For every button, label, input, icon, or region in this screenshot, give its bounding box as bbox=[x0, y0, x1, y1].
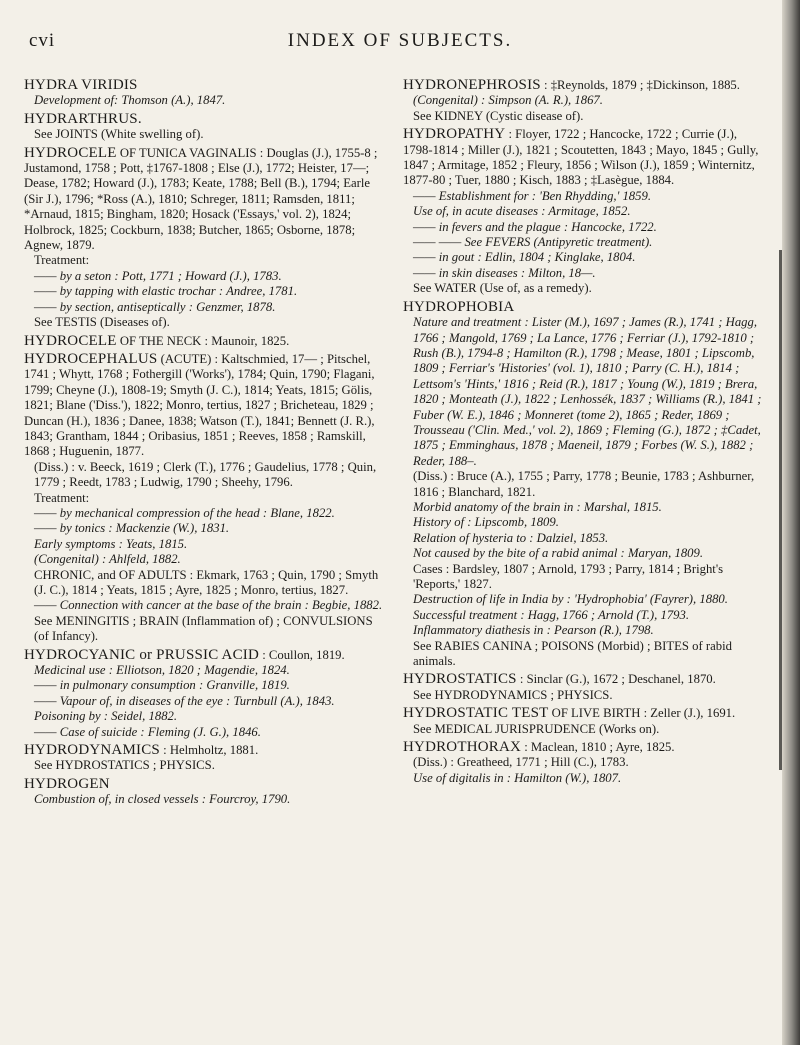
entry-subline: See MENINGITIS ; BRAIN (Inflammation of) ; CONVULSIONS (of Infancy). bbox=[34, 613, 373, 644]
entry-text: : Floyer, 1722 ; Hancocke, 1722 ; Currie (J.), 1798-1814 ; Miller (J.), 1821 ; Scoutetten, 1843 ; Mayo, 1845 ; Gully, 1847 ; Armitage, 1852 ; Fleury, 1856 ; Wilson (J.), 1859 ; Winternitz, 1877-80 ; Tuer, 1880 ; Kisch, 1883 ; ‡Lasègue, 1884. bbox=[403, 127, 759, 188]
entry-text: : Helmholtz, 1881. bbox=[163, 743, 259, 758]
entry-subline: History of : Lipscomb, 1809. bbox=[413, 515, 559, 530]
entry-subline: —— —— See FEVERS (Antipyretic treatment). bbox=[413, 235, 653, 250]
entry-subline: (Diss.) : v. Beeck, 1619 ; Clerk (T.), 1776 ; Gaudelius, 1778 ; Quin, 1779 ; Reedt, 1783 ; Ludwig, 1790 ; Sheehy, 1796. bbox=[34, 459, 377, 490]
page-number: cvi bbox=[29, 30, 56, 51]
entry-headword: HYDROCEPHALUS bbox=[24, 350, 158, 367]
entry-text: OF TUNICA VAGINALIS : Douglas (J.), 1755-8 ; Justamond, 1758 ; Pott, ‡1767-1808 ; Else (J.), 1772; Heister, 17—; Dease, 1782; Howard (J.), 1783; Keate, 1788; Bell (B.), 1794; Earle (Sir J.), 1796; *Ross (A.), 1810; Schreger, 1811; Ramsden, 1811; *Arnaud, 1815; Bingham, 1820; Hosack ('Essays,' vol. 2), 1824; Holbrock, 1825; Cockburn, 1838; Butcher, 1865; Osborne, 1878; Agnew, 1879. bbox=[24, 145, 378, 253]
index-entry bbox=[403, 740, 764, 786]
index-columns bbox=[24, 78, 764, 811]
entry-subline: See KIDNEY (Cystic disease of). bbox=[413, 108, 584, 123]
entry-text: : Coullon, 1819. bbox=[262, 647, 345, 662]
entry-subline: Medicinal use : Elliotson, 1820 ; Magendie, 1824. bbox=[34, 663, 290, 678]
index-entry bbox=[24, 648, 385, 740]
entry-subline: See MEDICAL JURISPRUDENCE (Works on). bbox=[413, 721, 660, 736]
index-entry bbox=[24, 352, 385, 645]
entry-subline: Use of digitalis in : Hamilton (W.), 1807. bbox=[413, 770, 622, 785]
entry-subline: —— by tonics : Mackenzie (W.), 1831. bbox=[34, 521, 230, 536]
entry-text: OF THE NECK : Maunoir, 1825. bbox=[119, 333, 290, 348]
left-column bbox=[24, 78, 385, 811]
entry-subline: (Congenital) : Ahlfeld, 1882. bbox=[34, 552, 181, 567]
entry-text: : Sinclar (G.), 1672 ; Deschanel, 1870. bbox=[519, 672, 716, 687]
entry-text: : Maclean, 1810 ; Ayre, 1825. bbox=[524, 740, 675, 755]
entry-subline: —— Case of suicide : Fleming (J. G.), 1846. bbox=[34, 724, 261, 739]
entry-subline: Destruction of life in India by : 'Hydrophobia' (Fayrer), 1880. bbox=[413, 592, 728, 607]
index-entry bbox=[24, 78, 385, 109]
index-entry bbox=[403, 672, 764, 703]
entry-subline: —— Connection with cancer at the base of the brain : Begbie, 1882. bbox=[34, 598, 383, 613]
entry-headword: HYDROPATHY bbox=[403, 126, 506, 143]
entry-subline: Morbid anatomy of the brain in : Marshal, 1815. bbox=[413, 499, 662, 514]
entry-subline: —— by section, antiseptically : Genzmer, 1878. bbox=[34, 299, 276, 314]
entry-subline: Successful treatment : Hagg, 1766 ; Arnold (T.), 1793. bbox=[413, 607, 690, 622]
entry-headword: HYDRONEPHROSIS bbox=[403, 77, 541, 93]
index-entry bbox=[24, 743, 385, 774]
entry-subline: Early symptoms : Yeats, 1815. bbox=[34, 536, 188, 551]
entry-subline: See HYDRODYNAMICS ; PHYSICS. bbox=[413, 687, 613, 702]
index-entry bbox=[403, 127, 764, 296]
entry-subline: Use of, in acute diseases : Armitage, 1852. bbox=[413, 204, 631, 219]
running-title: INDEX OF SUBJECTS. bbox=[287, 30, 513, 51]
entry-headword: HYDROSTATIC TEST bbox=[403, 705, 549, 722]
entry-subline: Treatment: bbox=[34, 490, 90, 505]
entry-headword: HYDROSTATICS bbox=[403, 671, 517, 688]
entry-subline: Nature and treatment : Lister (M.), 1697 ; James (R.), 1741 ; Hagg, 1766 ; Mangold, 1769 ; La Lance, 1776 ; Ferriar (J.), 1792-1810 ; Rush (B.), 1794-8 ; Hamilton (R.), 1798 ; Mease, 1801 ; Lipscomb, 1809 ; Ferriar's 'Histories' (vol. 1), 1810 ; Parry (C. H.), 1814 ; Lettsom's 'Hints,' 1816 ; Reid (R.), 1817 ; Young (W.), 1819 ; Brera, 1820 ; Monteath (J.), 1822 ; Lenhossék, 1837 ; Williams (R.), 1841 ; Fuber (W. E.), 1846 ; Monneret (tome 2), 1865 ; Reder, 1869 ; Trousseau ('Clin. Med.,' vol. 2), 1869 ; Fleming (G.), 1872 ; ‡Cadet, 1875 ; Emminghaus, 1878 ; Maeneil, 1879 ; Forbes (W. S.), 1882 ; Reder, 188–. bbox=[413, 315, 762, 468]
entry-headword: HYDROPHOBIA bbox=[403, 298, 515, 315]
index-entry bbox=[403, 706, 764, 737]
entry-subline: —— in fevers and the plague : Hancocke, 1722. bbox=[413, 219, 657, 234]
entry-headword: HYDROCELE bbox=[24, 144, 117, 161]
entry-subline: Not caused by the bite of a rabid animal : Maryan, 1809. bbox=[413, 546, 704, 561]
entry-subline: —— Establishment for : 'Ben Rhydding,' 1859. bbox=[413, 188, 652, 203]
entry-subline: See JOINTS (White swelling of). bbox=[34, 127, 204, 142]
entry-subline: Cases : Bardsley, 1807 ; Arnold, 1793 ; Parry, 1814 ; Bright's 'Reports,' 1827. bbox=[413, 561, 724, 591]
entry-subline: Poisoning by : Seidel, 1882. bbox=[34, 709, 178, 724]
right-column bbox=[403, 78, 764, 811]
entry-subline: (Diss.) : Bruce (A.), 1755 ; Parry, 1778 ; Beunie, 1783 ; Ashburner, 1816 ; Blanchard, 1821. bbox=[413, 469, 755, 499]
index-entry bbox=[24, 112, 385, 143]
entry-subline: —— in gout : Edlin, 1804 ; Kinglake, 1804. bbox=[413, 250, 636, 265]
entry-subline: —— Vapour of, in diseases of the eye : Turnbull (A.), 1843. bbox=[34, 693, 335, 708]
index-entry bbox=[24, 777, 385, 808]
entry-subline: —— in pulmonary consumption : Granville, 1819. bbox=[34, 678, 290, 693]
entry-subline: Inflammatory diathesis in : Pearson (R.), 1798. bbox=[413, 623, 654, 638]
running-head bbox=[24, 30, 776, 60]
entry-headword: HYDROCELE bbox=[24, 332, 117, 349]
index-entry bbox=[24, 146, 385, 331]
entry-text: : ‡Reynolds, 1879 ; ‡Dickinson, 1885. bbox=[544, 78, 740, 92]
entry-subline: See WATER (Use of, as a remedy). bbox=[413, 281, 592, 296]
entry-subline: —— by mechanical compression of the head : Blane, 1822. bbox=[34, 505, 335, 520]
entry-text: OF LIVE BIRTH : Zeller (J.), 1691. bbox=[551, 706, 736, 721]
entry-headword: HYDRODYNAMICS bbox=[24, 742, 160, 759]
index-entry bbox=[403, 78, 764, 124]
entry-subline: See TESTIS (Diseases of). bbox=[34, 315, 170, 330]
index-entry bbox=[24, 334, 385, 349]
entry-headword: HYDRA VIRIDIS bbox=[24, 77, 138, 93]
entry-subline: —— in skin diseases : Milton, 18—. bbox=[413, 265, 596, 280]
index-entry bbox=[403, 300, 764, 670]
entry-subline: —— by a seton : Pott, 1771 ; Howard (J.), 1783. bbox=[34, 268, 282, 283]
entry-headword: HYDROCYANIC or PRUSSIC ACID bbox=[24, 646, 260, 663]
entry-subline: Combustion of, in closed vessels : Fourcroy, 1790. bbox=[34, 792, 291, 807]
entry-subline: (Congenital) : Simpson (A. R.), 1867. bbox=[413, 93, 603, 108]
entry-headword: HYDROTHORAX bbox=[403, 739, 522, 756]
entry-headword: HYDRARTHRUS. bbox=[24, 110, 142, 127]
entry-subline: (Diss.) : Greatheed, 1771 ; Hill (C.), 1783. bbox=[413, 755, 629, 770]
entry-subline: Development of: Thomson (A.), 1847. bbox=[34, 93, 226, 108]
page-edge bbox=[782, 0, 800, 1045]
entry-subline: —— by tapping with elastic trochar : Andree, 1781. bbox=[34, 284, 298, 299]
entry-subline: See HYDROSTATICS ; PHYSICS. bbox=[34, 758, 215, 773]
entry-subline: Relation of hysteria to : Dalziel, 1853. bbox=[413, 530, 609, 545]
entry-text: (ACUTE) : Kaltschmied, 17— ; Pitschel, 1741 ; Whytt, 1768 ; Fothergill ('Works'), 1784; Quin, 1790; Flagani, 1799; Cheyne (J.), 1808-19; Smyth (J. C.), 1814; Yeats, 1815; Gölis, 1821; Blane ('Diss.'), 1822; Monro, tertius, 1827 ; Bricheteau, 1829 ; Duncan (H.), 1836 ; Danee, 1838; Watson (T.), 1841; Bennett (J. R.), 1843; Grantham, 1844 ; Oribasius, 1851 ; Reeves, 1858 ; Ramskill, 1868 ; Huguenin, 1877. bbox=[24, 351, 375, 459]
entry-subline: See RABIES CANINA ; POISONS (Morbid) ; BITES of rabid animals. bbox=[413, 638, 732, 669]
entry-subline: CHRONIC, and OF ADULTS : Ekmark, 1763 ; Quin, 1790 ; Smyth (J. C.), 1814 ; Yeats, 1815 ; Ayre, 1825 ; Monro, tertius, 1827. bbox=[34, 567, 379, 597]
entry-subline: Treatment: bbox=[34, 253, 90, 268]
entry-headword: HYDROGEN bbox=[24, 775, 110, 792]
